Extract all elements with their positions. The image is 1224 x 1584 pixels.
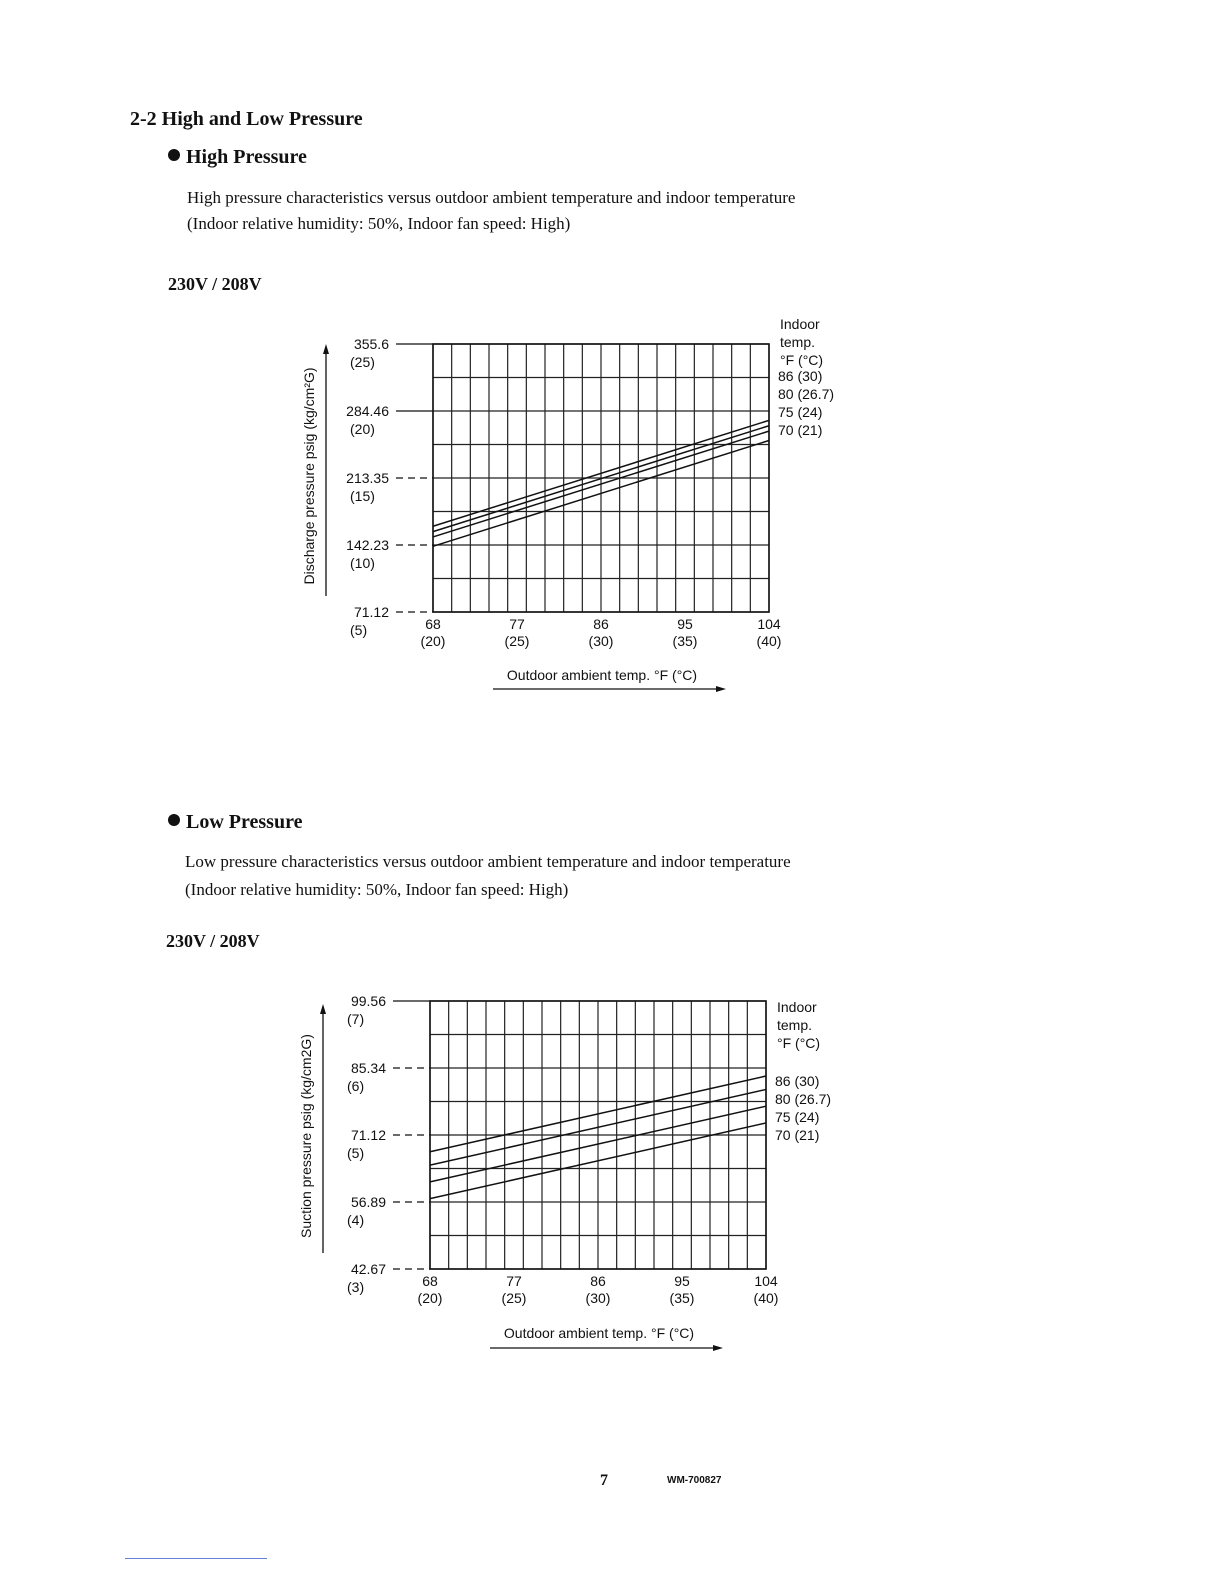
high-pressure-voltage-label: 230V / 208V [168, 274, 262, 294]
y-tick-label: 355.6 [353, 336, 389, 352]
x-tick-label: 104 [757, 616, 781, 632]
x-tick-label: 68 [425, 616, 441, 632]
legend-entry: 80 (26.7) [775, 1091, 832, 1107]
x-tick-label: 77 [509, 616, 525, 632]
x-axis-title: Outdoor ambient temp. °F (°C) [506, 667, 698, 683]
y-tick-label: 213.35 [346, 470, 389, 486]
x-tick-label: 95 [674, 1273, 690, 1289]
footer-rule [125, 1558, 267, 1559]
y-tick-sublabel: (25) [350, 354, 375, 370]
legend-entry: 80 (26.7) [778, 386, 835, 402]
y-tick-sublabel: (3) [347, 1279, 365, 1295]
low-pressure-voltage-label: 230V / 208V [166, 931, 260, 951]
y-tick-sublabel: (20) [350, 421, 375, 437]
y-axis-title: Suction pressure psig (kg/cm2G) [298, 1034, 314, 1238]
y-tick-sublabel: (7) [347, 1011, 365, 1027]
section-heading: 2-2 High and Low Pressure [130, 108, 363, 130]
x-tick-label: 104 [754, 1273, 778, 1289]
x-axis-arrow-icon [713, 1345, 723, 1351]
x-tick-label: 77 [506, 1273, 522, 1289]
high-pressure-heading-text: High Pressure [186, 146, 307, 168]
y-axis-title: Discharge pressure psig (kg/cm²G) [301, 367, 317, 585]
legend-entry: 70 (21) [775, 1127, 820, 1143]
x-tick-sublabel: (20) [417, 1290, 443, 1306]
y-tick-label: 142.23 [346, 537, 389, 553]
x-tick-sublabel: (35) [672, 633, 698, 649]
high-pressure-description-2: (Indoor relative humidity: 50%, Indoor fan speed: High) [187, 214, 571, 233]
legend-title: Indoor [777, 999, 817, 1015]
x-tick-sublabel: (20) [420, 633, 446, 649]
x-tick-sublabel: (25) [504, 633, 530, 649]
x-tick-sublabel: (35) [669, 1290, 695, 1306]
low-pressure-description-1: Low pressure characteristics versus outdoor ambient temperature and indoor temperature [185, 852, 791, 871]
low-pressure-heading-text: Low Pressure [186, 811, 303, 833]
y-tick-sublabel: (15) [350, 488, 375, 504]
document-code: WM-700827 [667, 1475, 722, 1486]
y-tick-label: 42.67 [350, 1261, 386, 1277]
y-tick-label: 284.46 [346, 403, 389, 419]
page-number: 7 [600, 1472, 608, 1489]
legend-entry: 70 (21) [778, 422, 823, 438]
y-tick-label: 71.12 [353, 604, 389, 620]
legend-entry: 86 (30) [778, 368, 823, 384]
x-axis-title: Outdoor ambient temp. °F (°C) [503, 1325, 695, 1341]
legend-title: temp. [780, 334, 816, 350]
legend-title: °F (°C) [777, 1035, 821, 1051]
x-tick-sublabel: (30) [588, 633, 614, 649]
y-tick-sublabel: (6) [347, 1078, 365, 1094]
x-tick-label: 86 [590, 1273, 606, 1289]
y-tick-label: 99.56 [350, 993, 386, 1009]
low-pressure-description-2: (Indoor relative humidity: 50%, Indoor fan speed: High) [185, 880, 569, 899]
legend-title: temp. [777, 1017, 813, 1033]
x-tick-sublabel: (40) [753, 1290, 779, 1306]
legend-title: Indoor [780, 316, 820, 332]
x-tick-label: 68 [422, 1273, 438, 1289]
x-tick-label: 95 [677, 616, 693, 632]
y-axis-arrow-icon [320, 1004, 326, 1014]
x-tick-sublabel: (25) [501, 1290, 527, 1306]
y-tick-label: 71.12 [350, 1127, 386, 1143]
y-tick-sublabel: (4) [347, 1212, 365, 1228]
y-tick-sublabel: (10) [350, 555, 375, 571]
y-tick-sublabel: (5) [347, 1145, 365, 1161]
legend-entry: 75 (24) [778, 404, 823, 420]
y-tick-label: 56.89 [350, 1194, 386, 1210]
legend-title: °F (°C) [780, 352, 824, 368]
legend-entry: 86 (30) [775, 1073, 820, 1089]
x-tick-label: 86 [593, 616, 609, 632]
x-tick-sublabel: (30) [585, 1290, 611, 1306]
y-tick-sublabel: (5) [350, 622, 368, 638]
y-tick-label: 85.34 [350, 1060, 386, 1076]
legend-entry: 75 (24) [775, 1109, 820, 1125]
high-pressure-description-1: High pressure characteristics versus outdoor ambient temperature and indoor temperature [187, 188, 796, 207]
x-tick-sublabel: (40) [756, 633, 782, 649]
